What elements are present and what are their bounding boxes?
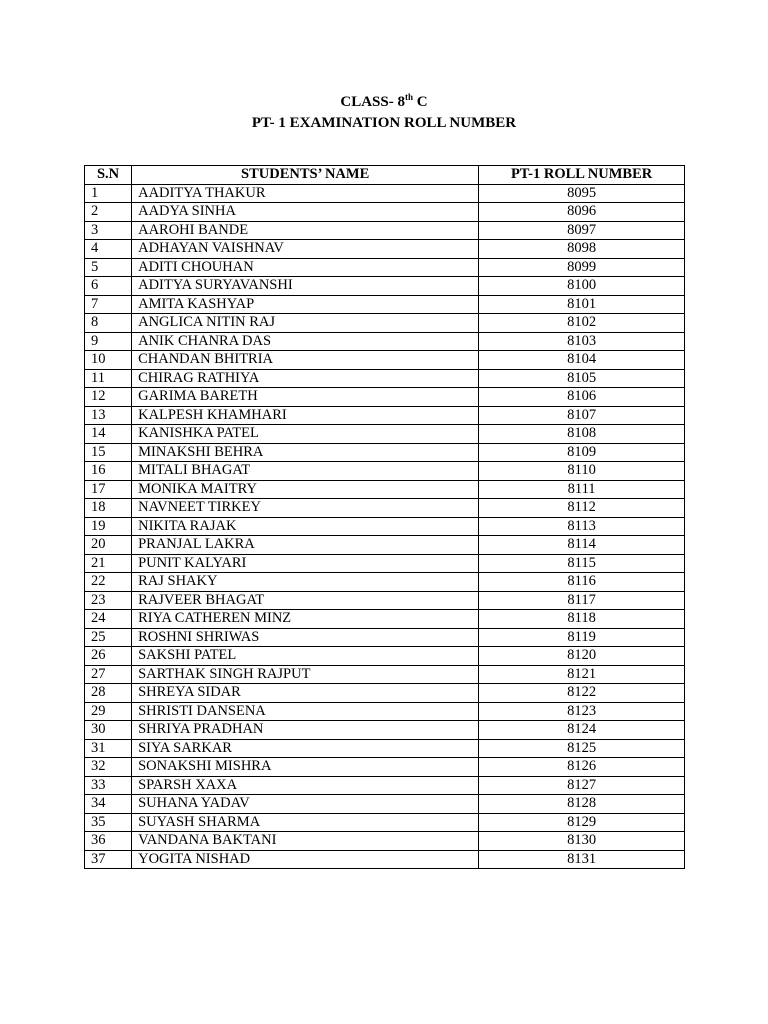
cell-sn: 31 [85, 739, 132, 758]
table-row [85, 388, 685, 407]
cell-student-name: ADHAYAN VAISHNAV [132, 240, 479, 259]
cell-roll-number: 8097 [479, 221, 685, 240]
cell-roll-number: 8096 [479, 203, 685, 222]
class-prefix: CLASS- 8 [340, 94, 405, 110]
cell-roll-number: 8098 [479, 240, 685, 259]
table-row [85, 221, 685, 240]
cell-roll-number: 8120 [479, 647, 685, 666]
cell-student-name: AMITA KASHYAP [132, 295, 479, 314]
cell-roll-number: 8127 [479, 776, 685, 795]
cell-sn: 9 [85, 332, 132, 351]
cell-student-name: MONIKA MAITRY [132, 480, 479, 499]
cell-student-name: SPARSH XAXA [132, 776, 479, 795]
cell-sn: 25 [85, 628, 132, 647]
cell-sn: 30 [85, 721, 132, 740]
cell-sn: 32 [85, 758, 132, 777]
cell-sn: 34 [85, 795, 132, 814]
cell-sn: 2 [85, 203, 132, 222]
roll-number-table [84, 165, 685, 869]
cell-sn: 5 [85, 258, 132, 277]
table-row [85, 425, 685, 444]
cell-student-name: MINAKSHI BEHRA [132, 443, 479, 462]
cell-roll-number: 8129 [479, 813, 685, 832]
table-row [85, 517, 685, 536]
cell-sn: 1 [85, 184, 132, 203]
cell-student-name: RAJVEER BHAGAT [132, 591, 479, 610]
table-row [85, 536, 685, 555]
cell-roll-number: 8100 [479, 277, 685, 296]
cell-sn: 16 [85, 462, 132, 481]
cell-sn: 33 [85, 776, 132, 795]
table-row [85, 813, 685, 832]
cell-sn: 6 [85, 277, 132, 296]
cell-roll-number: 8102 [479, 314, 685, 333]
cell-roll-number: 8121 [479, 665, 685, 684]
cell-roll-number: 8122 [479, 684, 685, 703]
cell-sn: 7 [85, 295, 132, 314]
cell-student-name: ANGLICA NITIN RAJ [132, 314, 479, 333]
cell-student-name: ANIK CHANRA DAS [132, 332, 479, 351]
cell-student-name: PUNIT KALYARI [132, 554, 479, 573]
cell-sn: 18 [85, 499, 132, 518]
cell-student-name: GARIMA BARETH [132, 388, 479, 407]
cell-student-name: ADITYA SURYAVANSHI [132, 277, 479, 296]
table-row [85, 684, 685, 703]
cell-student-name: SUYASH SHARMA [132, 813, 479, 832]
cell-roll-number: 8113 [479, 517, 685, 536]
cell-student-name: ADITI CHOUHAN [132, 258, 479, 277]
table-row [85, 665, 685, 684]
cell-roll-number: 8112 [479, 499, 685, 518]
table-row [85, 721, 685, 740]
cell-student-name: MITALI BHAGAT [132, 462, 479, 481]
cell-roll-number: 8109 [479, 443, 685, 462]
cell-student-name: SARTHAK SINGH RAJPUT [132, 665, 479, 684]
cell-sn: 17 [85, 480, 132, 499]
cell-roll-number: 8111 [479, 480, 685, 499]
cell-roll-number: 8125 [479, 739, 685, 758]
exam-title: PT- 1 EXAMINATION ROLL NUMBER [251, 115, 517, 131]
cell-student-name: SUHANA YADAV [132, 795, 479, 814]
cell-sn: 4 [85, 240, 132, 259]
cell-roll-number: 8099 [479, 258, 685, 277]
cell-student-name: RIYA CATHEREN MINZ [132, 610, 479, 629]
cell-sn: 37 [85, 850, 132, 869]
class-superscript: th [405, 92, 414, 102]
cell-roll-number: 8110 [479, 462, 685, 481]
table-row [85, 314, 685, 333]
cell-sn: 3 [85, 221, 132, 240]
table-row [85, 758, 685, 777]
table-row [85, 573, 685, 592]
cell-student-name: CHANDAN BHITRIA [132, 351, 479, 370]
cell-student-name: AADITYA THAKUR [132, 184, 479, 203]
table-row [85, 776, 685, 795]
table-row [85, 610, 685, 629]
cell-sn: 22 [85, 573, 132, 592]
cell-student-name: NIKITA RAJAK [132, 517, 479, 536]
cell-sn: 21 [85, 554, 132, 573]
cell-roll-number: 8119 [479, 628, 685, 647]
cell-student-name: KANISHKA PATEL [132, 425, 479, 444]
cell-student-name: RAJ SHAKY [132, 573, 479, 592]
cell-sn: 15 [85, 443, 132, 462]
table-row [85, 832, 685, 851]
table-row [85, 647, 685, 666]
table-row [85, 258, 685, 277]
cell-sn: 8 [85, 314, 132, 333]
cell-student-name: SONAKSHI MISHRA [132, 758, 479, 777]
table-row [85, 240, 685, 259]
cell-roll-number: 8116 [479, 573, 685, 592]
cell-roll-number: 8095 [479, 184, 685, 203]
cell-student-name: ROSHNI SHRIWAS [132, 628, 479, 647]
cell-sn: 36 [85, 832, 132, 851]
column-header-roll: PT-1 ROLL NUMBER [479, 166, 685, 185]
cell-roll-number: 8130 [479, 832, 685, 851]
cell-roll-number: 8123 [479, 702, 685, 721]
table-row [85, 850, 685, 869]
cell-sn: 11 [85, 369, 132, 388]
table-row [85, 332, 685, 351]
cell-student-name: SIYA SARKAR [132, 739, 479, 758]
cell-student-name: SHRISTI DANSENA [132, 702, 479, 721]
cell-student-name: VANDANA BAKTANI [132, 832, 479, 851]
cell-roll-number: 8101 [479, 295, 685, 314]
cell-student-name: AADYA SINHA [132, 203, 479, 222]
cell-student-name: KALPESH KHAMHARI [132, 406, 479, 425]
table-row [85, 739, 685, 758]
table-row [85, 295, 685, 314]
cell-student-name: SHREYA SIDAR [132, 684, 479, 703]
table-row [85, 554, 685, 573]
cell-student-name: SHRIYA PRADHAN [132, 721, 479, 740]
table-row [85, 369, 685, 388]
cell-sn: 28 [85, 684, 132, 703]
table-row [85, 443, 685, 462]
cell-student-name: SAKSHI PATEL [132, 647, 479, 666]
table-row [85, 480, 685, 499]
cell-roll-number: 8106 [479, 388, 685, 407]
cell-roll-number: 8117 [479, 591, 685, 610]
cell-student-name: AAROHI BANDE [132, 221, 479, 240]
cell-roll-number: 8131 [479, 850, 685, 869]
cell-roll-number: 8103 [479, 332, 685, 351]
table-row [85, 702, 685, 721]
cell-roll-number: 8108 [479, 425, 685, 444]
cell-roll-number: 8128 [479, 795, 685, 814]
class-heading [0, 93, 768, 111]
cell-sn: 10 [85, 351, 132, 370]
table-row [85, 591, 685, 610]
cell-sn: 12 [85, 388, 132, 407]
cell-roll-number: 8104 [479, 351, 685, 370]
cell-sn: 19 [85, 517, 132, 536]
table-row [85, 795, 685, 814]
cell-sn: 23 [85, 591, 132, 610]
column-header-sn: S.N [85, 166, 132, 185]
column-header-name: STUDENTS’ NAME [132, 166, 479, 185]
cell-roll-number: 8114 [479, 536, 685, 555]
cell-sn: 24 [85, 610, 132, 629]
cell-sn: 26 [85, 647, 132, 666]
cell-roll-number: 8115 [479, 554, 685, 573]
cell-sn: 29 [85, 702, 132, 721]
cell-sn: 27 [85, 665, 132, 684]
class-suffix: C [413, 94, 428, 110]
cell-sn: 20 [85, 536, 132, 555]
cell-sn: 35 [85, 813, 132, 832]
table-row [85, 277, 685, 296]
table-row [85, 203, 685, 222]
cell-student-name: YOGITA NISHAD [132, 850, 479, 869]
table-row [85, 499, 685, 518]
cell-roll-number: 8105 [479, 369, 685, 388]
table-header-row [85, 166, 685, 185]
cell-roll-number: 8118 [479, 610, 685, 629]
table-row [85, 628, 685, 647]
cell-sn: 13 [85, 406, 132, 425]
cell-roll-number: 8126 [479, 758, 685, 777]
table-row [85, 406, 685, 425]
cell-student-name: CHIRAG RATHIYA [132, 369, 479, 388]
cell-student-name: PRANJAL LAKRA [132, 536, 479, 555]
cell-roll-number: 8107 [479, 406, 685, 425]
cell-roll-number: 8124 [479, 721, 685, 740]
cell-student-name: NAVNEET TIRKEY [132, 499, 479, 518]
table-row [85, 351, 685, 370]
cell-sn: 14 [85, 425, 132, 444]
table-row [85, 462, 685, 481]
table-row [85, 184, 685, 203]
